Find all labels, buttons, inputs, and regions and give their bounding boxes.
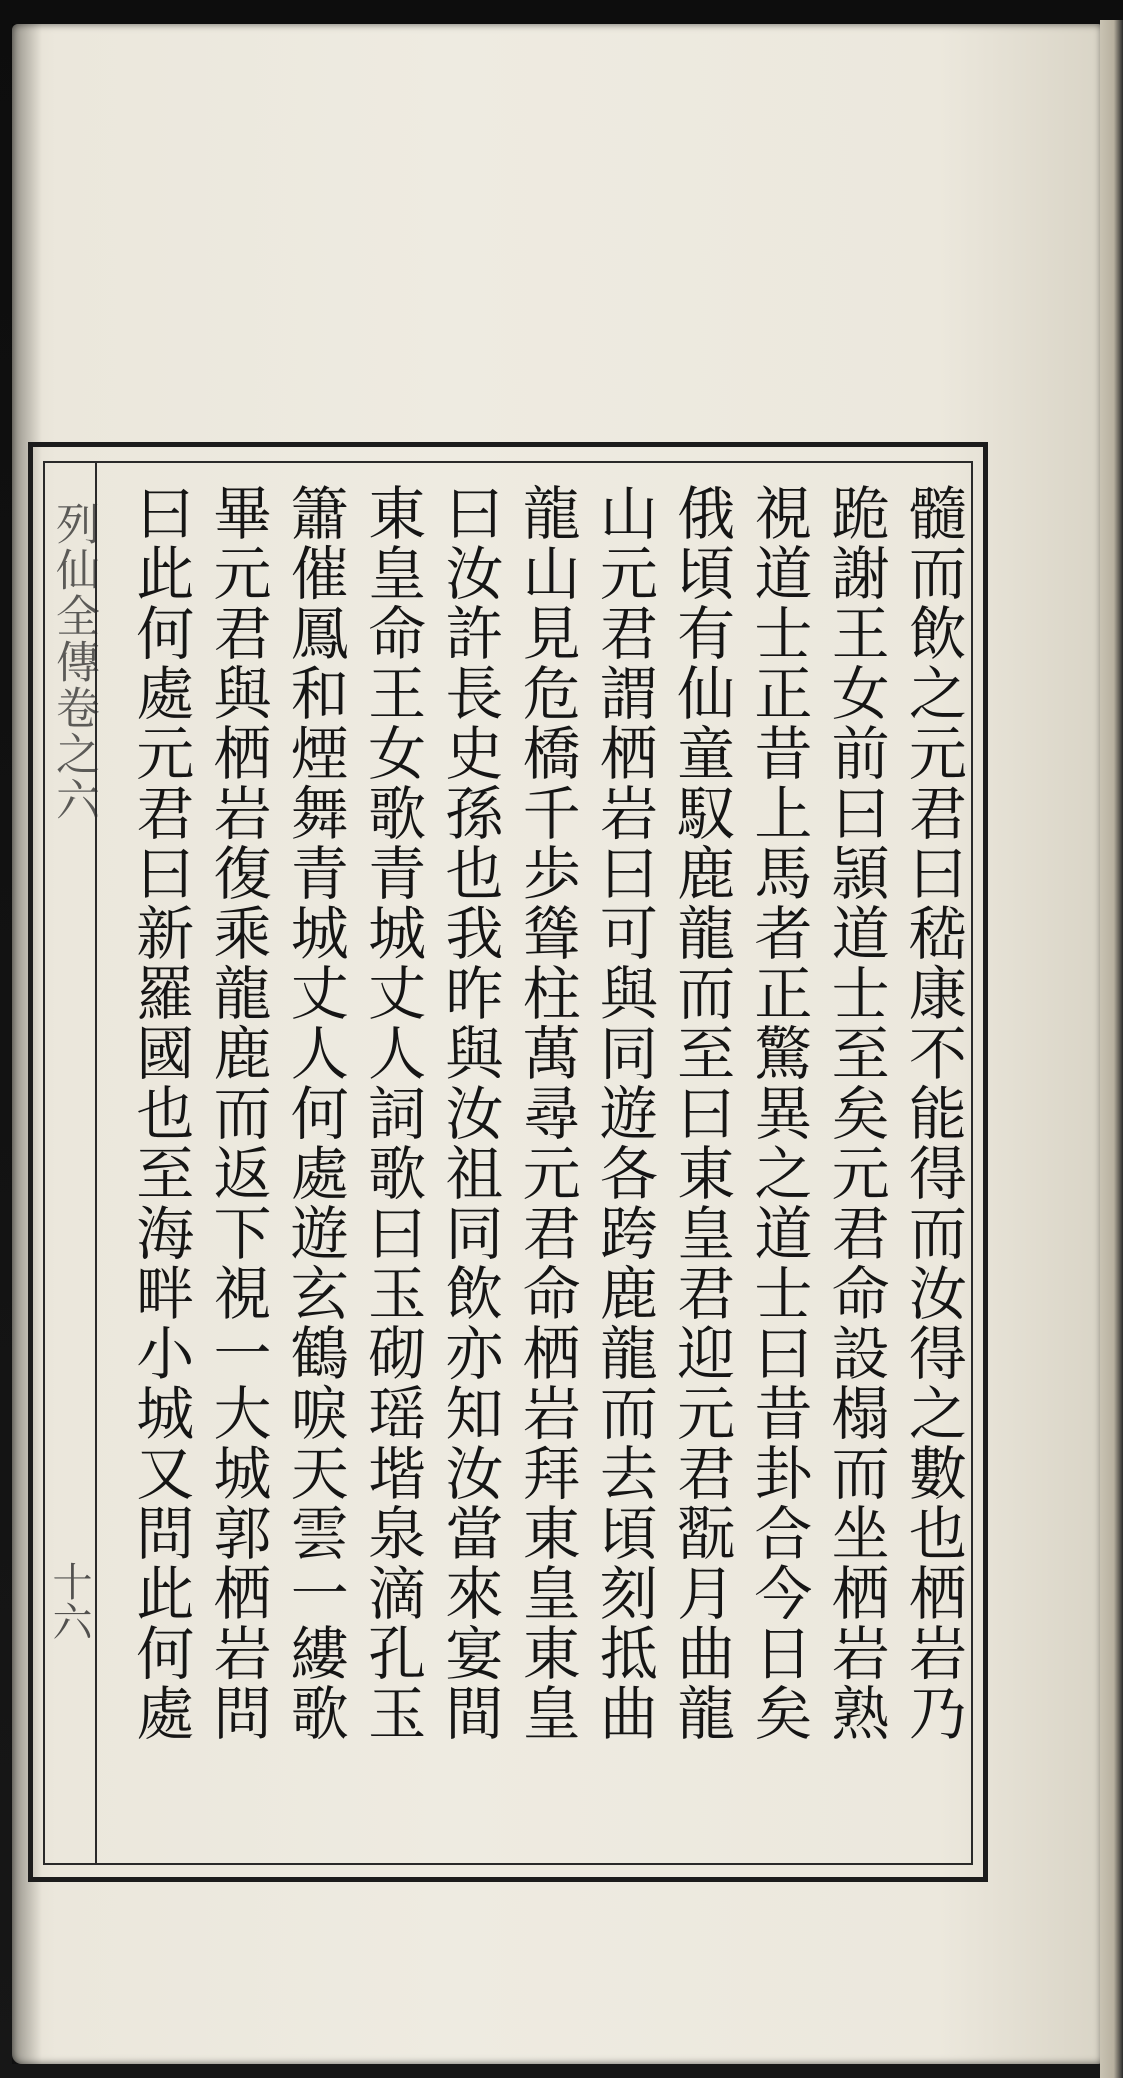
printed-frame [28, 442, 988, 1882]
text-frame [43, 461, 973, 1865]
text-column-2: 跪謝王女前曰頴道士至矣元君命設榻而坐栖岩熟 [821, 483, 890, 1743]
next-page-edge [1100, 20, 1123, 2078]
text-column-10: 畢元君與栖岩復乘龍鹿而返下視一大城郭栖岩問 [203, 483, 272, 1743]
text-column-8: 東皇命王女歌青城丈人詞歌曰玉砌瑶堦泉滴孔玉 [358, 483, 427, 1743]
text-column-4: 俄頃有仙童馭鹿龍而至曰東皇君迎元君翫月曲龍 [667, 483, 736, 1743]
text-column-1: 髓而飲之元君曰嵇康不能得而汝得之數也栖岩乃 [898, 483, 967, 1743]
margin-title: 列仙全傳卷之六 [48, 501, 99, 823]
text-column-9: 簫催鳳和煙舞青城丈人何處遊玄鶴唳天雲一縷歌 [280, 483, 349, 1743]
folio-number: 十六 [46, 1561, 92, 1641]
text-column-7: 曰汝許長史孫也我昨與汝祖同飲亦知汝當來宴間 [435, 483, 504, 1743]
text-column-11: 曰此何處元君曰新羅國也至海畔小城又問此何處 [126, 483, 195, 1743]
text-column-6: 龍山見危橋千歩聳柱萬尋元君命栖岩拜東皇東皇 [512, 483, 581, 1743]
text-column-3: 視道士正昔上馬者正驚異之道士曰昔卦合今日矣 [744, 483, 813, 1743]
text-column-5: 山元君謂栖岩曰可與同遊各跨鹿龍而去頃刻抵曲 [589, 483, 658, 1743]
text-columns [117, 483, 979, 1863]
